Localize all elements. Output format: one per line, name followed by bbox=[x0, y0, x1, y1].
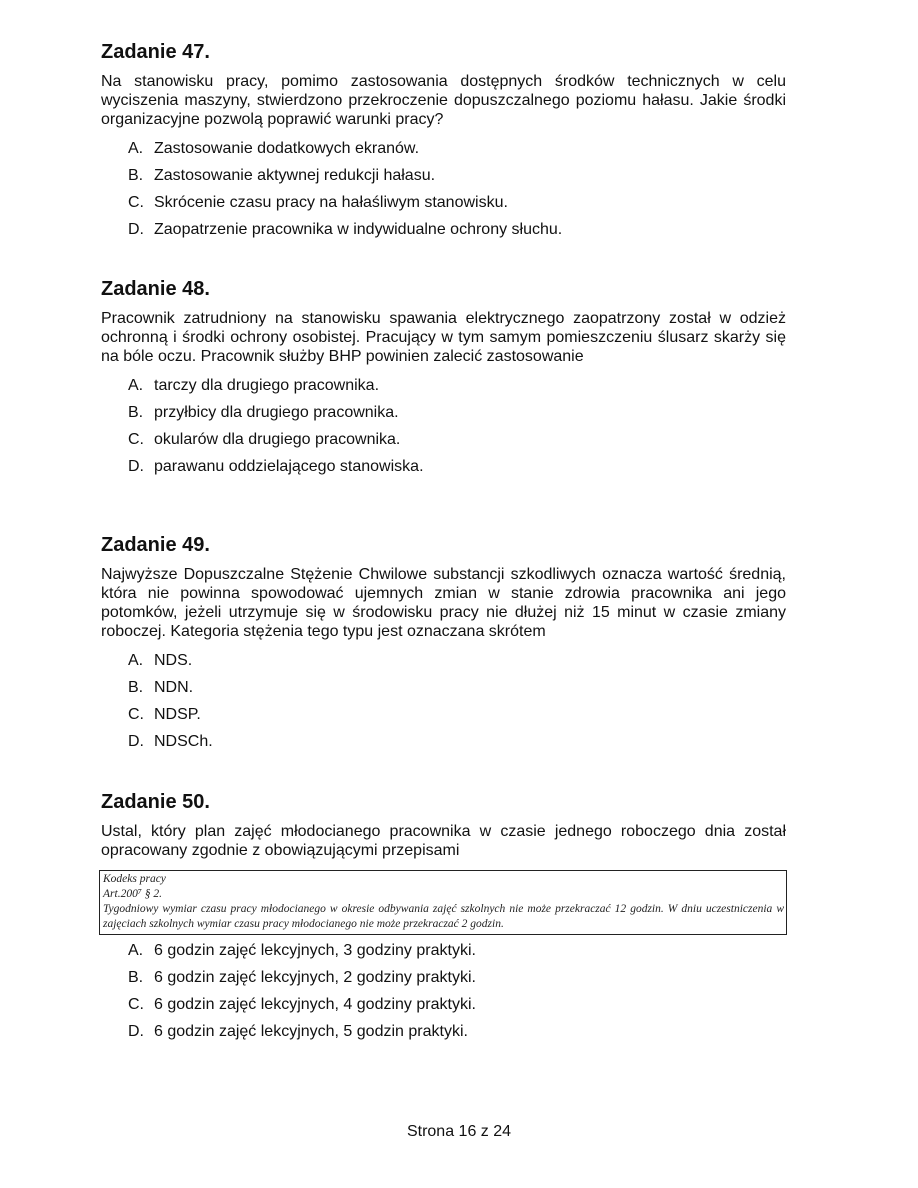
task-48 bbox=[101, 277, 786, 484]
law-text: Tygodniowy wymiar czasu pracy młodocianego w okresie odbywania zajęć szkolnych nie może przekraczać 12 godzin. W dniu uczestniczenia w zajęciach szkolnych wymiar czasu pracy młodocianego nie może przekraczać 2 godzin. bbox=[103, 903, 784, 930]
option-c: C. okularów dla drugiego pracownika. bbox=[128, 431, 401, 448]
option-list bbox=[101, 376, 786, 484]
task-title: Zadanie 49. bbox=[101, 534, 210, 556]
option-a: A. NDS. bbox=[128, 652, 193, 669]
page-number: Strona 16 z 24 bbox=[406, 1123, 512, 1140]
option-c: C. NDSP. bbox=[128, 706, 201, 723]
option-list bbox=[101, 139, 786, 247]
option-b: B. NDN. bbox=[128, 679, 194, 696]
option-c: C. 6 godzin zajęć lekcyjnych, 4 godziny praktyki. bbox=[128, 996, 476, 1013]
option-d: D. 6 godzin zajęć lekcyjnych, 5 godzin praktyki. bbox=[128, 1023, 468, 1040]
option-d: D. parawanu oddzielającego stanowiska. bbox=[128, 458, 424, 475]
option-d: D. NDSCh. bbox=[128, 733, 213, 750]
task-title: Zadanie 48. bbox=[101, 278, 210, 300]
task-stem: Najwyższe Dopuszczalne Stężenie Chwilowe substancji szkodliwych oznacza wartość średnią, która nie powinna spowodować ujemnych zmian w stanie zdrowia pracownika ani jego potomków, jeżeli utrzymuje się w środowisku pracy nie dłużej niż 15 minut w czasie zmiany roboczej. Kategoria stężenia tego typu jest oznaczana skrótem bbox=[101, 566, 786, 640]
task-stem: Na stanowisku pracy, pomimo zastosowania dostępnych środków technicznych w celu wyciszenia maszyny, stwierdzono przekroczenie dopuszczalnego poziomu hałasu. Jakie środki organizacyjne pozwolą poprawić warunki pracy? bbox=[101, 73, 786, 128]
option-b: B. przyłbicy dla drugiego pracownika. bbox=[128, 404, 399, 421]
law-excerpt-box bbox=[99, 870, 787, 935]
law-article: Art.200⁷ § 2. bbox=[103, 888, 162, 900]
option-list bbox=[101, 651, 786, 759]
option-d: D. Zaopatrzenie pracownika w indywidualne ochrony słuchu. bbox=[128, 221, 563, 238]
option-b: B. Zastosowanie aktywnej redukcji hałasu. bbox=[128, 167, 436, 184]
option-b: B. 6 godzin zajęć lekcyjnych, 2 godziny praktyki. bbox=[128, 969, 476, 986]
option-a: A. Zastosowanie dodatkowych ekranów. bbox=[128, 140, 420, 157]
task-49 bbox=[101, 533, 786, 759]
option-c: C. Skrócenie czasu pracy na hałaśliwym stanowisku. bbox=[128, 194, 508, 211]
task-stem: Pracownik zatrudniony na stanowisku spawania elektrycznego zaopatrzony został w odzież ochronną i środki ochrony osobistej. Pracujący w tym samym pomieszczeniu ślusarz skarży się na bóle oczu. Pracownik służby BHP powinien zalecić zastosowanie bbox=[101, 310, 786, 365]
task-47 bbox=[101, 40, 786, 247]
option-a: A. tarczy dla drugiego pracownika. bbox=[128, 377, 380, 394]
option-a: A. 6 godzin zajęć lekcyjnych, 3 godziny praktyki. bbox=[128, 942, 476, 959]
task-title: Zadanie 50. bbox=[101, 791, 210, 813]
task-stem: Ustal, który plan zajęć młodocianego pracownika w czasie jednego roboczego dnia został opracowany zgodnie z obowiązującymi przepisami bbox=[101, 823, 786, 859]
task-title: Zadanie 47. bbox=[101, 41, 210, 63]
task-50 bbox=[101, 790, 786, 1049]
option-list bbox=[101, 941, 786, 1049]
law-source: Kodeks pracy bbox=[103, 873, 166, 885]
